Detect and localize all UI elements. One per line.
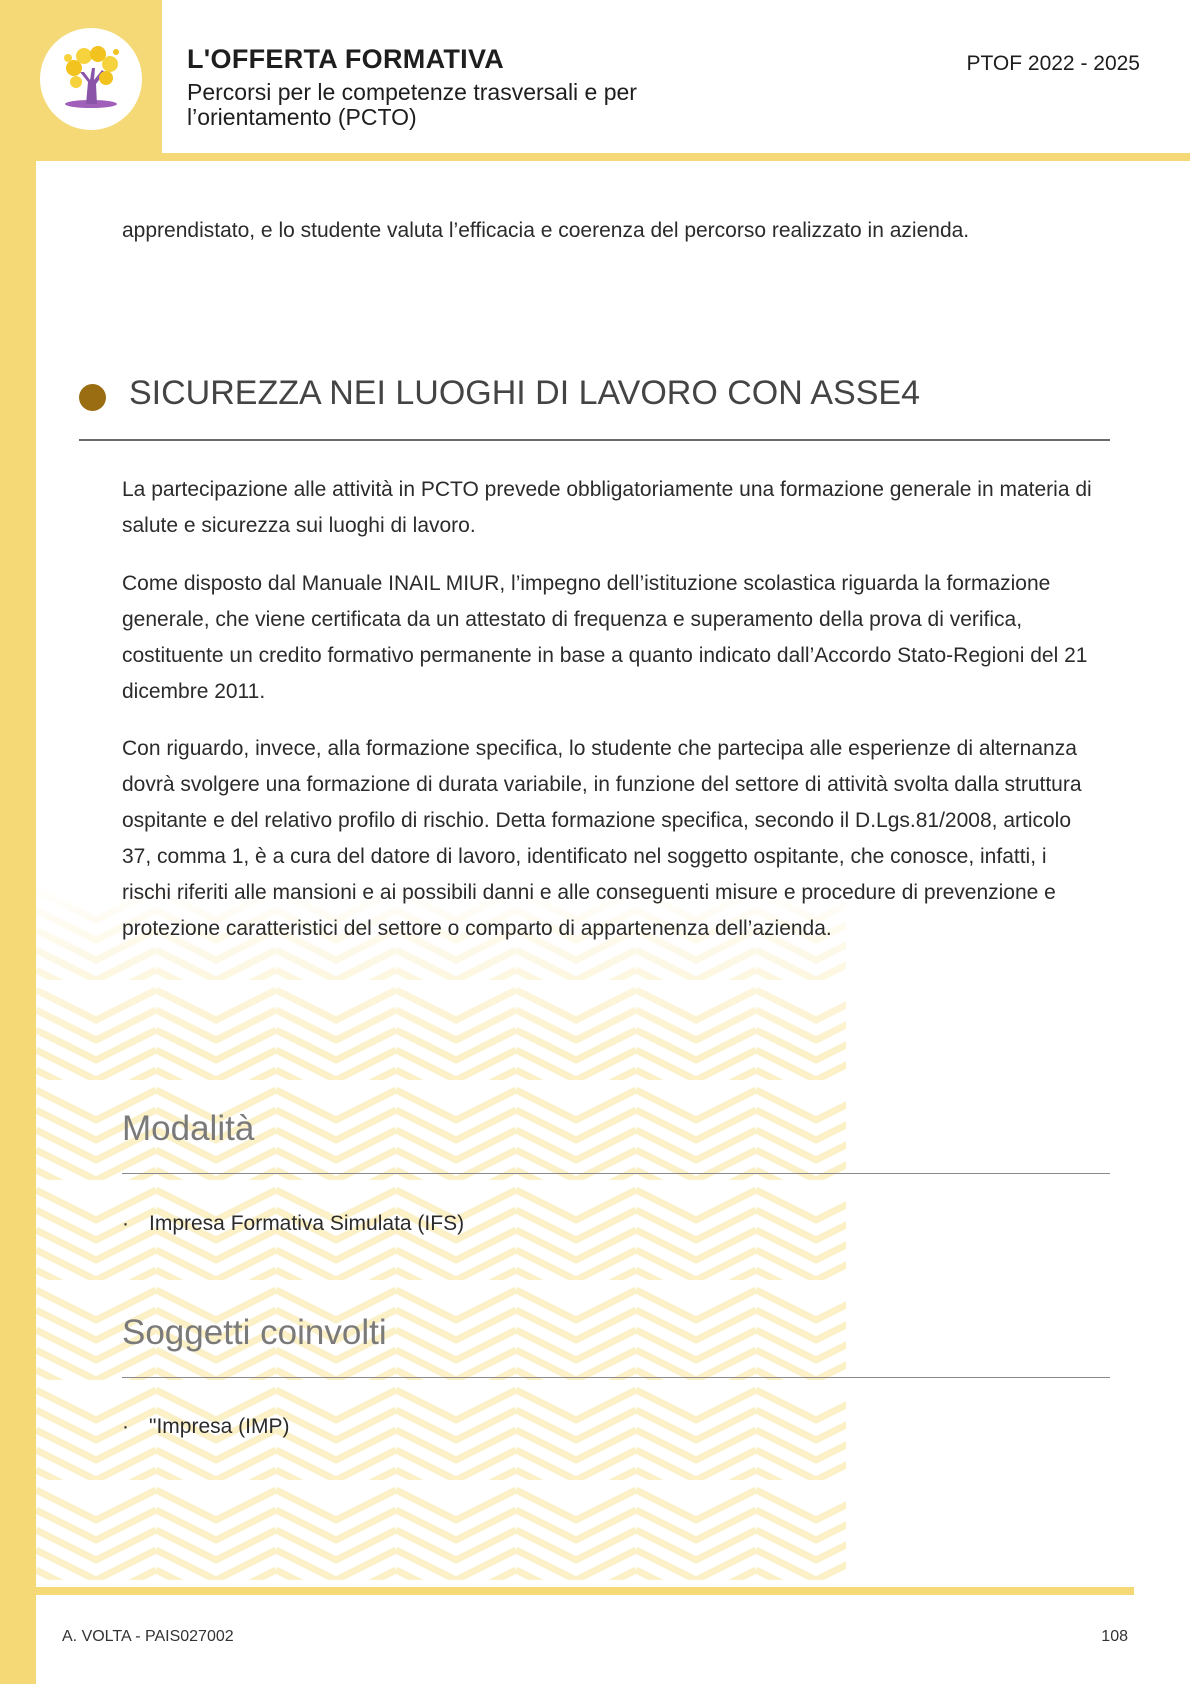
paragraph-3: Con riguardo, invece, alla formazione specifica, lo studente che partecipa alle esperienze di alternanza dovrà svolgere una formazione di durata variabile, in funzione del settore di attività svolta dalla struttura ospitante e del relativo profilo di rischio. Detta formazione specifica, secondo il D.Lgs.81/2008, articolo 37, comma 1, è a cura del datore di lavoro, identificato nel soggetto ospitante, che conosce, infatti, i rischi riferiti alle mansioni e ai possibili danni e alle conseguenti misure e procedure di prevenzione e protezione caratteristici del settore o comparto di appartenenza dell’azienda. [122, 737, 1082, 940]
footer-rule [36, 1587, 1134, 1595]
soggetti-item-label: "Impresa (IMP) [149, 1415, 290, 1438]
modalita-heading: Modalità [122, 1109, 255, 1148]
modalita-list-item [122, 1212, 464, 1236]
section-bullet-icon [79, 384, 106, 411]
section-divider [79, 439, 1110, 441]
bullet-dot-icon: · [122, 1415, 129, 1438]
modalita-divider [122, 1173, 1110, 1174]
page-number: 108 [1101, 1628, 1128, 1645]
section-title: SICUREZZA NEI LUOGHI DI LAVORO CON ASSE4 [129, 374, 920, 412]
tree-logo-icon [40, 28, 142, 130]
left-accent-band [0, 0, 36, 1684]
header-subtitle: Percorsi per le competenze trasversali e per l’orientamento (PCTO) [187, 79, 637, 130]
paragraph-2: Come disposto dal Manuale INAIL MIUR, l’impegno dell’istituzione scolastica riguarda la formazione generale, che viene certificata da un attestato di frequenza e superamento della prova di verifica, costituente un credito formativo permanente in base a quanto indicato dall’Accordo Stato-Regioni del 21 dicembre 2011. [122, 572, 1088, 703]
bullet-dot-icon: · [122, 1212, 129, 1235]
modalita-item-label: Impresa Formativa Simulata (IFS) [149, 1212, 465, 1235]
intro-paragraph: apprendistato, e lo studente valuta l’efficacia e coerenza del percorso realizzato in azienda. [122, 219, 970, 242]
paragraph-1: La partecipazione alle attività in PCTO prevede obbligatoriamente una formazione generale in materia di salute e sicurezza sui luoghi di lavoro. [122, 478, 1092, 537]
header-title: L'OFFERTA FORMATIVA [187, 44, 505, 74]
soggetti-list-item [122, 1415, 289, 1439]
soggetti-divider [122, 1377, 1110, 1378]
header-rule [0, 153, 1190, 161]
soggetti-heading: Soggetti coinvolti [122, 1313, 387, 1352]
footer-school: A. VOLTA - PAIS027002 [62, 1628, 234, 1645]
ptof-label: PTOF 2022 - 2025 [966, 52, 1140, 75]
school-logo [40, 28, 142, 130]
